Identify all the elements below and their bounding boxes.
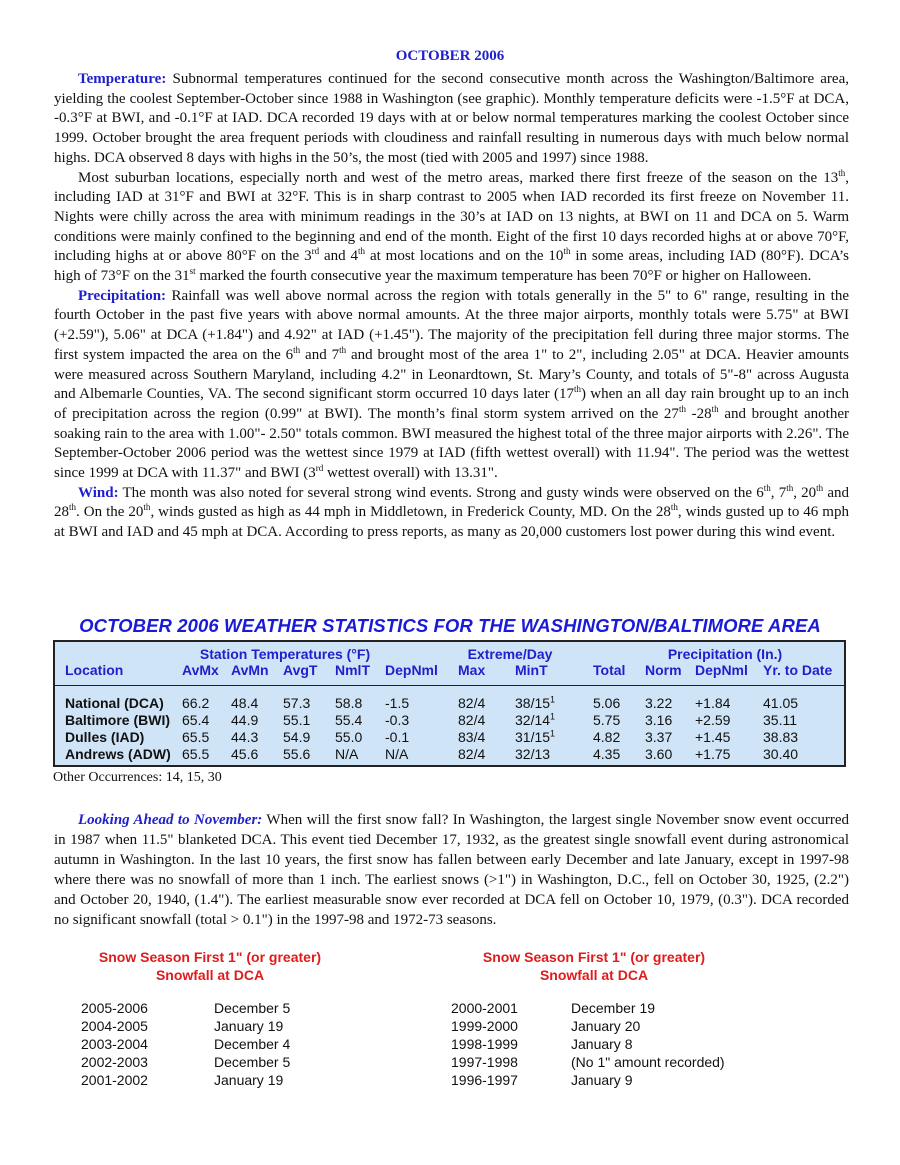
snow-left-date: December 4	[214, 1036, 291, 1052]
table-cell: 54.9	[283, 729, 311, 745]
column-header-11: Yr. to Date	[763, 662, 833, 678]
station-temps-group-header: Station Temperatures (°F)	[199, 646, 371, 662]
table-cell: 44.3	[231, 729, 259, 745]
snow-left-season: 2003-2004	[81, 1036, 148, 1052]
column-header-9: Norm	[645, 662, 682, 678]
table-cell: 55.6	[283, 746, 311, 762]
wind-paragraph	[54, 484, 849, 543]
table-cell: 55.4	[335, 712, 363, 728]
table-cell: -1.5	[385, 695, 410, 711]
other-occurrences: Other Occurrences: 14, 15, 30	[53, 770, 222, 785]
temperature-heading: Temperature:	[78, 71, 167, 87]
table-cell: 65.4	[182, 712, 210, 728]
table-cell: 57.3	[283, 695, 311, 711]
precipitation-text: Rainfall was well above normal across the region with totals generally in the 5" to 6" range, resulting in the fourth October in the past five years with above normal amounts. At the three major airports, monthly totals were 5.75" at BWI (+2.59"), 5.06" at DCA (+1.84") and 4.92" at IAD (+1.45"). The majority of the precipitation fell during three major storms. The first system impacted the area on the 6th and 7th and brought most of the area 1" to 2", including 2.05" at DCA. Heavier amounts were measured across Southern Maryland, including 4.2" in Leonardtown, St. Mary’s County, and totals of 5"-8" across Augusta and Albemarle Counties, VA. The second significant storm occurred 10 days later (17th) when an all day rain brought up to an inch of precipitation across the region (0.99" at BWI). The month’s final storm system arrived on the 27th -28th and brought another soaking rain to the area with 1.00"- 2.50" totals common. BWI measured the highest total of the three major airports with 2.26". The September-October 2006 period was the wettest since 1979 at IAD (fifth wettest overall) with 11.94". The period was the wettest since 1999 at DCA with 11.37" and BWI (3rd wettest overall) with 13.31".	[54, 287, 849, 482]
column-header-5: DepNml	[385, 662, 438, 678]
snow-right-date: January 9	[571, 1072, 633, 1088]
table-cell: 82/4	[458, 695, 486, 711]
column-header-1: AvMx	[182, 662, 219, 678]
looking-ahead-heading: Looking Ahead to November:	[78, 812, 263, 828]
table-cell: +2.59	[695, 712, 731, 728]
table-cell: 35.11	[763, 712, 797, 728]
snow-right-season: 1997-1998	[451, 1054, 518, 1070]
row-location: Andrews (ADW)	[65, 746, 171, 762]
temperature-text-2: Most suburban locations, especially north and west of the metro areas, marked there first freeze of the season on the 13th, including IAD at 31°F and BWI at 32°F. This is in sharp contrast to 2005 when IAD recorded its first freeze on November 11. Nights were chilly across the area with minimum readings in the 30’s at IAD on 13 nights, at BWI on 11 and DCA on 5. Warm conditions were mainly confined to the beginning and end of the month. Eight of the first 10 days recorded highs at or above 70°F, including highs at or above 80°F on the 3rd and 4th at most locations and on the 10th in some areas, including IAD (80°F). DCA’s high of 73°F on the 31st marked the fourth consecutive year the maximum temperature has been 70°F or higher on Halloween.	[54, 167, 849, 285]
snow-left-date: January 19	[214, 1018, 284, 1034]
table-cell: 3.60	[645, 746, 673, 762]
snow-right-date: (No 1" amount recorded)	[571, 1054, 725, 1070]
looking-ahead-paragraph	[54, 810, 849, 930]
table-cell: $31/15^1$	[515, 728, 556, 745]
table-cell: -0.1	[385, 729, 410, 745]
table-cell: 30.40	[763, 746, 799, 762]
snow-right-date: January 20	[571, 1018, 641, 1034]
snow-left-date: December 5	[214, 1000, 291, 1016]
temperature-paragraph-2	[54, 169, 849, 287]
table-cell: 4.82	[593, 729, 621, 745]
table-cell: 65.5	[182, 729, 210, 745]
table-cell: 58.8	[335, 695, 363, 711]
table-cell: 32/13	[515, 746, 551, 762]
snow-left-date: December 5	[214, 1054, 291, 1070]
table-cell: 38.83	[763, 729, 799, 745]
table-cell: 44.9	[231, 712, 259, 728]
table-cell: -0.3	[385, 712, 410, 728]
looking-ahead-text: When will the first snow fall? In Washington, the largest single November snow event occurred in 1987 when 11.5" blanketed DCA. This event tied December 17, 1932, as the greatest single snowfall event during astronomical autumn in Washington. In the last 10 years, the first snow has fallen between early December and late January, except in 1997-98 where there was no snowfall of more than 1 inch. The earliest snows (>1") in Washington, D.C., fell on October 30, 1925, (2.2") and October 20, 1940, (1.4"). The earliest measurable snow ever recorded at DCA fell on October 10, 1979, (0.3"). DCA recorded no significant snowfall (total > 0.1") in the 1997-98 and 1972-73 seasons.	[54, 812, 849, 928]
table-cell: 45.6	[231, 746, 259, 762]
snow-left-title-line-2: Snowfall at DCA	[155, 967, 265, 983]
table-cell: 55.0	[335, 729, 363, 745]
precipitation-heading: Precipitation:	[78, 287, 167, 304]
snow-left-season: 2004-2005	[81, 1018, 148, 1034]
stats-table	[53, 640, 846, 767]
snow-left-season: 2002-2003	[81, 1054, 148, 1070]
snow-right-season: 1998-1999	[451, 1036, 518, 1052]
table-cell: +1.75	[695, 746, 731, 762]
looking-ahead	[54, 810, 849, 930]
table-cell: 41.05	[763, 695, 799, 711]
snow-left-title	[80, 948, 340, 984]
temperature-paragraph	[54, 70, 849, 169]
page-title: OCTOBER 2006	[395, 48, 505, 64]
precipitation-paragraph	[54, 287, 849, 484]
wind-heading: Wind:	[78, 484, 119, 501]
table-cell: 5.75	[593, 712, 621, 728]
table-cell: 82/4	[458, 746, 486, 762]
table-cell: $38/15^1$	[515, 694, 556, 711]
column-header-10: DepNml	[695, 662, 748, 678]
snow-left-season: 2001-2002	[81, 1072, 148, 1088]
column-header-3: AvgT	[283, 662, 318, 678]
row-location: Dulles (IAD)	[65, 729, 145, 745]
snow-right-title	[462, 948, 726, 984]
table-cell: 3.16	[645, 712, 673, 728]
table-cell: 5.06	[593, 695, 621, 711]
column-header-7: MinT	[515, 662, 548, 678]
snow-right-season: 2000-2001	[451, 1000, 518, 1016]
table-cell: $32/14^1$	[515, 711, 556, 728]
stats-title: OCTOBER 2006 WEATHER STATISTICS FOR THE WASHINGTON/BALTIMORE AREA	[79, 615, 821, 636]
wind-text: The month was also noted for several strong wind events. Strong and gusty winds were observed on the 6th, 7th, 20th and 28th. On the 20th, winds gusted as high as 44 mph in Middletown, in Frederick County, MD. On the 28th, winds gusted up to 46 mph at BWI and IAD and 45 mph at DCA. According to press reports, as many as 20,000 customers lost power during this wind event.	[54, 482, 850, 541]
column-header-4: NmlT	[335, 662, 370, 678]
snow-right-title-line-1: Snow Season First 1" (or greater)	[482, 949, 706, 965]
table-cell: 4.35	[593, 746, 621, 762]
precip-group-header: Precipitation (In.)	[667, 646, 783, 662]
temperature-text-1: Subnormal temperatures continued for the second consecutive month across the Washington/Baltimore area, yielding the coolest September-October since 1988 in Washington (see graphic). Monthly temperature deficits were -1.5°F at DCA, -0.3°F at BWI, and -0.1°F at IAD. DCA recorded 19 days with at or below normal temperatures marking the coolest October since 1999. October brought the area frequent periods with cloudiness and rainfall resulting in numerous days with much below normal highs. DCA observed 8 days with highs in the 50’s, the most (tied with 2005 and 1997) since 1988.	[54, 71, 849, 166]
table-cell: 65.5	[182, 746, 210, 762]
table-cell: 3.22	[645, 695, 673, 711]
column-header-8: Total	[593, 662, 626, 678]
snow-right-title-line-2: Snowfall at DCA	[539, 967, 649, 983]
table-cell: 83/4	[458, 729, 486, 745]
table-cell: N/A	[385, 746, 409, 762]
column-header-2: AvMn	[231, 662, 269, 678]
table-cell: +1.84	[695, 695, 731, 711]
narrative	[54, 70, 849, 543]
snow-left-title-line-1: Snow Season First 1" (or greater)	[98, 949, 322, 965]
snow-left-date: January 19	[214, 1072, 284, 1088]
snow-right-date: January 8	[571, 1036, 633, 1052]
table-cell: 66.2	[182, 695, 210, 711]
snow-right-season: 1999-2000	[451, 1018, 518, 1034]
table-cell: 3.37	[645, 729, 673, 745]
header-divider	[55, 685, 844, 686]
column-header-6: Max	[458, 662, 486, 678]
snow-right-date: December 19	[571, 1000, 656, 1016]
table-cell: 82/4	[458, 712, 486, 728]
row-location: Baltimore (BWI)	[65, 712, 170, 728]
table-cell: +1.45	[695, 729, 731, 745]
table-cell: N/A	[335, 746, 359, 762]
table-cell: 55.1	[283, 712, 311, 728]
snow-right-season: 1996-1997	[451, 1072, 518, 1088]
table-cell: 48.4	[231, 695, 259, 711]
column-header-0: Location	[65, 662, 124, 678]
extreme-group-header: Extreme/Day	[467, 646, 553, 662]
snow-left-season: 2005-2006	[81, 1000, 148, 1016]
row-location: National (DCA)	[65, 695, 164, 711]
